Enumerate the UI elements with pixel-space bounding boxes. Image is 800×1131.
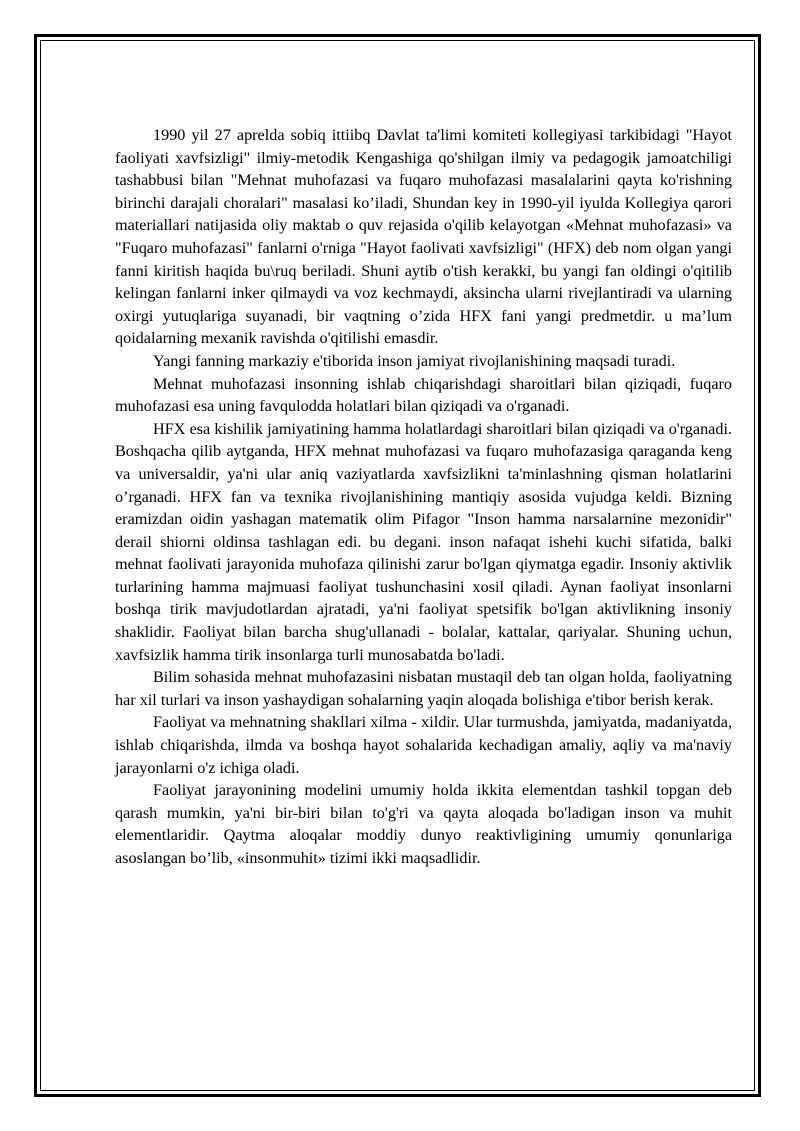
paragraph-5: Bilim sohasida mehnat muhofazasini nisbatan mustaqil deb tan olgan holda, faoliyatning har xil turlari va inson yashaydigan sohalarning yaqin aloqada bolishiga e'tibor berish kerak. <box>115 668 732 709</box>
paragraph-1: 1990 yil 27 aprelda sobiq ittiibq Davlat ta'limi komiteti kollegiyasi tarkibidagi "Hayot faoliyati xavfsizligi" ilmiy-metodik Kengashiga qo'shilgan ilmiy va pedagogik jamoatchiligi tashabbusi bilan "Mehnat muhofazasi va fuqaro muhofazasi masalalarini qayta ko'rishning birinchi darajali choralari" masalasi ko’iladi, Shundan key in 1990-yil iyulda Kollegiya qarori materiallari natijasida oliy maktab o quv rejasida o'qilib kelayotgan «Mehnat muhofazasi» va "Fuqaro muhofazasi" fanlarni o'rniga "Hayot faolivati xavfsizligi" (HFX) deb nom olgan yangi fanni kiritish haqida bu\ruq beriladi. Shuni aytib o'tish kerakki, bu yangi fan oldingi o'qitilib kelingan fanlarni inker qilmaydi va voz kechmaydi, aksincha ularni rivejlantiradi va ularning oxirgi yutuqlariga suyanadi, bir vaqtning o’zida HFX fani yangi predmetdir. u ma’lum qoidalarning mexanik ravishda o'qitilishi emasdir. <box>115 126 732 348</box>
paragraph-4: HFX esa kishilik jamiyatining hamma holatlardagi sharoitlari bilan qiziqadi va o'rganadi. Boshqacha qilib aytganda, HFX mehnat muhofazasi va fuqaro muhofazasiga qaraganda keng va universaldir, ya'ni ular aniq vaziyatlarda xavfsizlikni ta'minlashning qisman holatlarini o’rganadi. HFX fan va texnika rivojlanishining mantiqiy asosida vujudga keldi. Bizning eramizdan oidin yashagan matematik olim Pifagor "Inson hamma narsalarnine mezonidir" derail shiorni oldinsa tashlagan edi. bu degani. inson nafaqat ishehi kuchi sifatida, balki mehnat faolivati jarayonida muhofaza qilinishi zarur bo'lgan qiymatga egadir. Insoniy aktivlik turlarining hamma majmuasi faoliyat tushunchasini xosil qiladi. Aynan faoliyat insonlarni boshqa tirik mavjudotlardan ajratadi, ya'ni faoliyat spetsifik bo'lgan aktivlikning insoniy shaklidir. Faoliyat bilan barcha shug'ullanadi - bolalar, kattalar, qariyalar. Shuning uchun, xavfsizlik hamma tirik insonlarga turli munosabatda bo'ladi. <box>115 419 732 664</box>
document-body <box>115 124 732 870</box>
paragraph-7: Faoliyat jarayonining modelini umumiy holda ikkita elementdan tashkil topgan deb qarash mumkin, ya'ni bir-biri bilan to'g'ri va qayta aloqada bo'ladigan inson va muhit elementlaridir. Qaytma aloqalar moddiy dunyo reaktivligining umumiy qonunlariga asoslangan bo’lib, «insonmuhit» tizimi ikki maqsadlidir. <box>115 781 732 867</box>
paragraph-6: Faoliyat va mehnatning shakllari xilma - xildir. Ular turmushda, jamiyatda, madaniyatda, ishlab chiqarishda, ilmda va boshqa hayot sohalarida kechadigan amaliy, aqliy va ma'naviy jarayonlarni o'z ichiga oladi. <box>115 713 732 777</box>
paragraph-2: Yangi fanning markaziy e'tiborida inson jamiyat rivojlanishining maqsadi turadi. <box>153 351 676 370</box>
paragraph-3: Mehnat muhofazasi insonning ishlab chiqarishdagi sharoitlari bilan qiziqadi, fuqaro muhofazasi esa uning favqulodda holatlari bilan qiziqadi va o'rganadi. <box>115 374 732 416</box>
